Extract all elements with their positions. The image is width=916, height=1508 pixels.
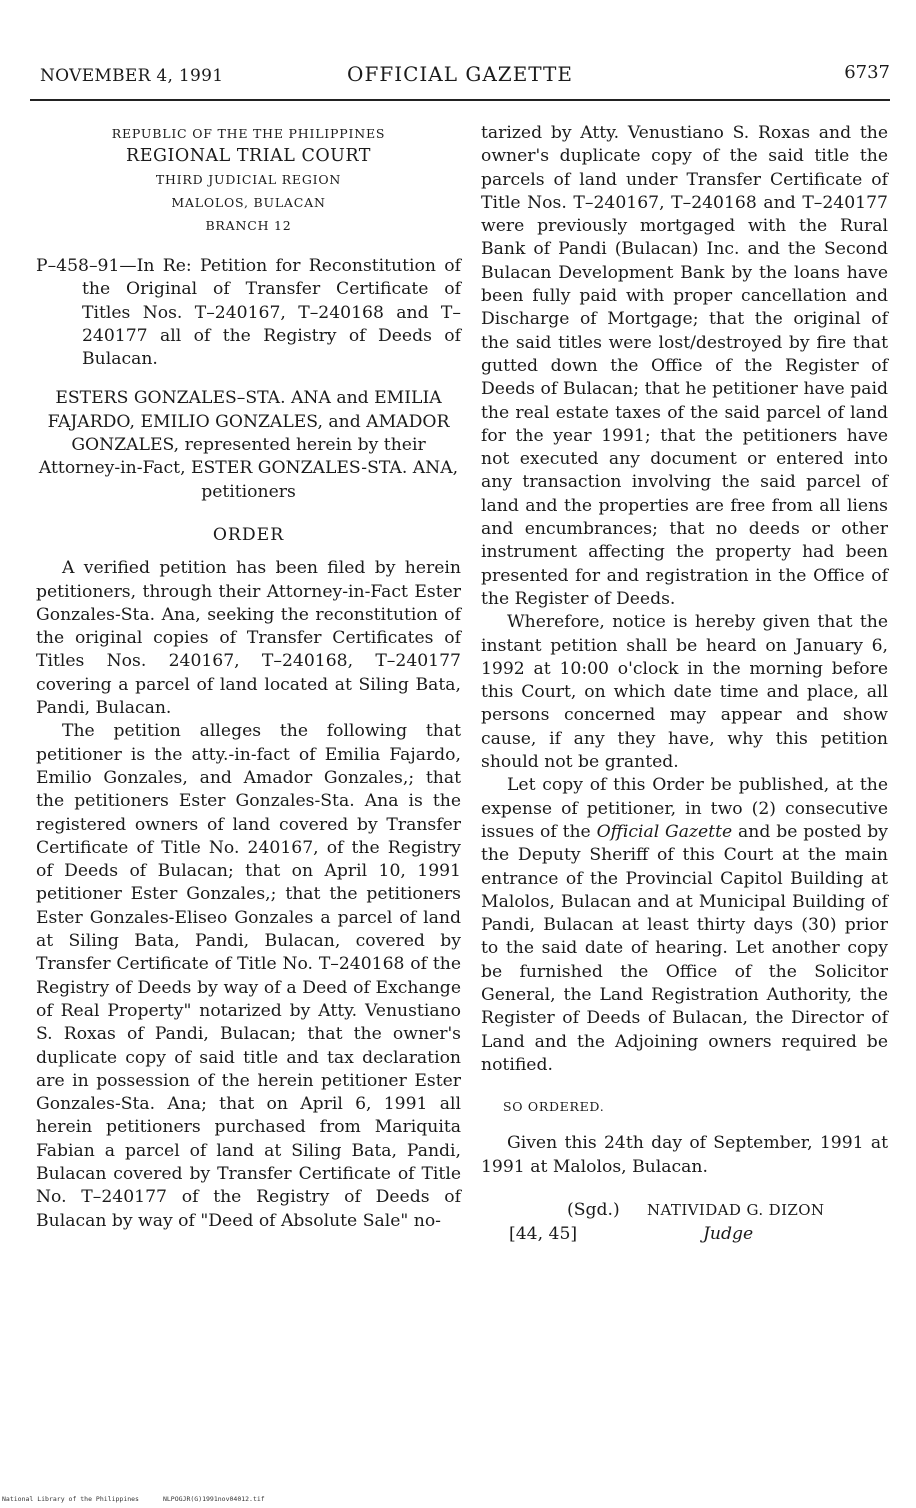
left-column xyxy=(36,122,461,1233)
issue-reference: [44, 45] xyxy=(509,1224,578,1245)
issue-date: NOVEMBER 4, 1991 xyxy=(40,66,224,86)
paragraph-publication xyxy=(481,774,888,1077)
signature-block xyxy=(481,1199,888,1249)
caption-branch: BRANCH 12 xyxy=(205,218,292,233)
paragraph-notice: Wherefore, notice is hereby given that the instant petition shall be heard on January 6, 1992 at 10:00 o'clock in the morning before this Court, on which date time and place, all persons concerned may appear and show cause, if any they have, why this petition should not be granted. xyxy=(481,612,888,773)
gazette-name: Official Gazette xyxy=(596,821,733,842)
publication-text-a: Let copy of this Order be published, at the expense of petitioner, in two (2) consecutive issues of the xyxy=(481,775,888,842)
caption-city: MALOLOS, BULACAN xyxy=(171,195,326,210)
judge-name: NATIVIDAD G. DIZON xyxy=(647,1201,825,1220)
paragraph-petition-filed: A verified petition has been filed by herein petitioners, through their Attorney-in-Fact Ester Gonzales-Sta. Ana, seeking the reconstitution of the original copies of Transfer Certificates of Titles Nos. 240167, T–240168, T–240177 covering a parcel of land located at Siling Bata, Pandi, Bulacan. xyxy=(36,558,461,719)
caption-republic: REPUBLIC OF THE THE PHILIPPINES xyxy=(111,126,386,141)
judge-title: Judge xyxy=(703,1224,754,1245)
paragraph-allegations: The petition alleges the following that petitioner is the atty.-in-fact of Emilia Fajardo, Emilio Gonzales, and Amador Gonzales,; that the petitioners Ester Gonzales-Sta. Ana is the registered owners of land covered by Transfer Certificate of Title No. 240167, of the Registry of Deeds of Bulacan; that on April 10, 1991 petitioner Ester Gonzales,; that the petitioners Ester Gonzales-Eliseo Gonzales a parcel of land at Siling Bata, Pandi, Bulacan, covered by Transfer Certificate of Title No. T–240168 of the Registry of Deeds by way of a Deed of Exchange of Real Property" notarized by Atty. Venustiano S. Roxas of Pandi, Bulacan; that the owner's duplicate copy of said title and tax declaration are in possession of the herein petitioner Ester Gonzales-Sta. Ana; that on April 6, 1991 all herein petitioners purchased from Mariquita Fabian a parcel of land at Siling Bata, Pandi, Bulacan covered by Transfer Certificate of Title No. T–240177 of the Registry of Deeds of Bulacan by way of "Deed of Absolute Sale" no- xyxy=(36,721,461,1231)
footer-library: National Library of the Philippines xyxy=(2,1495,139,1503)
page-header xyxy=(30,58,890,98)
publication-text-b: and be posted by the Deputy Sheriff of this Court at the main entrance of the Provincial Capitol Building at Malolos, Bulacan and at Municipal Building of Pandi, Bulacan at least thirty days (30) prior to the said date of hearing. Let another copy be furnished the Office of the Solicitor General, the Land Registration Authority, the Register of Deeds of Bulacan, the Director of Land and the Adjoining owners required be notified. xyxy=(481,821,888,1075)
publication-title: OFFICIAL GAZETTE xyxy=(347,62,573,86)
caption-court: REGIONAL TRIAL COURT xyxy=(126,146,371,166)
header-rule xyxy=(30,99,890,101)
footer-file: NLPOGJR(G)1991nov04012.tif xyxy=(162,1495,265,1503)
caption-region: THIRD JUDICIAL REGION xyxy=(155,172,342,187)
parties: ESTERS GONZALES–STA. ANA and EMILIA FAJARDO, EMILIO GONZALES, and AMADOR GONZALES, represented herein by their Attorney-in-Fact, ESTER GONZALES-STA. ANA, petitioners xyxy=(38,388,459,502)
case-title: P–458–91—In Re: Petition for Reconstitution of the Original of Transfer Certificate of Titles Nos. T–240167, T–240168 and T–240177 all of the Registry of Deeds of Bulacan. xyxy=(36,256,461,370)
order-heading: ORDER xyxy=(212,524,285,545)
given-date: Given this 24th day of September, 1991 at 1991 at Malolos, Bulacan. xyxy=(481,1133,888,1177)
signed-mark: (Sgd.) xyxy=(567,1200,620,1221)
so-ordered: SO ORDERED. xyxy=(503,1099,605,1115)
court-caption xyxy=(36,122,461,237)
scan-footer xyxy=(2,1495,289,1503)
paragraph-allegations-continued: tarized by Atty. Venustiano S. Roxas and the owner's duplicate copy of the said title the parcels of land under Transfer Certificate of Title Nos. T–240167, T–240168 and T–240177 were previously mortgaged with the Rural Bank of Pandi (Bulacan) Inc. and the Second Bulacan Development Bank by the loans have been fully paid with proper cancellation and Discharge of Mortgage; that the original of the said titles were lost/destroyed by fire that gutted down the Office of the Register of Deeds of Bulacan; that he petitioner have paid the real estate taxes of the said parcel of land for the year 1991; that the petitioners have not executed any document or entered into any transaction involving the said parcel of land and the properties are free from all liens and encumbrances; that no deeds or other instrument affecting the property had been presented for and registration in the Office of the Register of Deeds. xyxy=(481,123,888,609)
page-number: 6737 xyxy=(844,62,890,83)
right-column xyxy=(481,122,888,1249)
